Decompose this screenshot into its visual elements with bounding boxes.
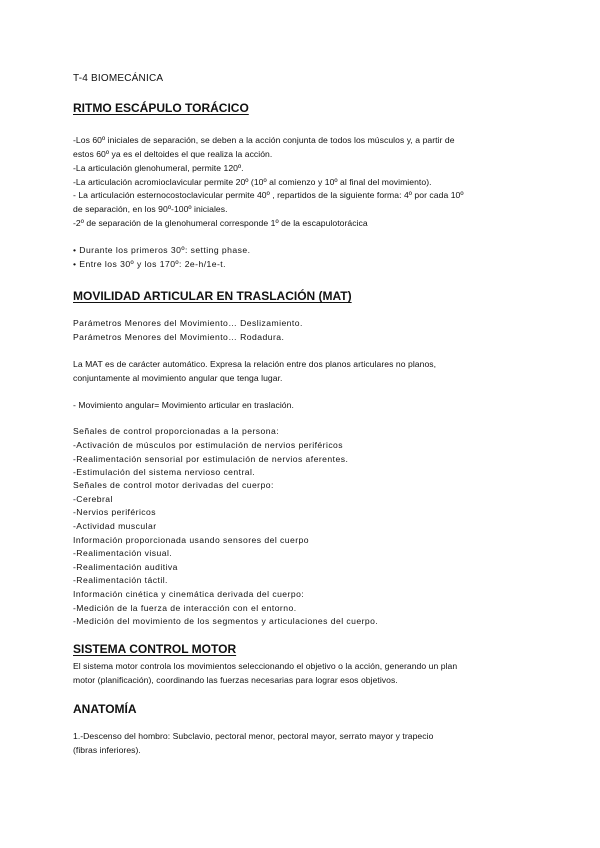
ritmo-line: - La articulación esternocostoclavicular permite 40º , repartidos de la siguiente forma: 4º por cada 10º	[73, 190, 464, 200]
ritmo-line: -La articulación acromioclavicular permite 20º (10º al comienzo y 10º al final del movimiento).	[73, 177, 432, 187]
mat-signal-line: -Nervios periféricos	[73, 507, 157, 517]
mat-signal-line: Señales de control proporcionadas a la persona:	[73, 426, 280, 436]
mat-param: Parámetros Menores del Movimiento… Deslizamiento.	[73, 318, 303, 328]
ritmo-line: de separación, en los 90º-100º iniciales.	[73, 204, 228, 214]
ritmo-bullet: • Entre los 30º y los 170º: 2e-h/1e-t.	[73, 259, 226, 269]
mat-signal-line: -Estimulación del sistema nervioso central.	[73, 467, 256, 477]
mat-signal-line: -Activación de músculos por estimulación de nervios periféricos	[73, 440, 344, 450]
mat-signal-line: Información proporcionada usando sensores del cuerpo	[73, 535, 309, 545]
mat-signal-line: Información cinética y cinemática derivada del cuerpo:	[73, 589, 305, 599]
document-title: T-4 BIOMECÁNICA	[73, 73, 164, 84]
mat-signal-line: Señales de control motor derivadas del cuerpo:	[73, 480, 274, 490]
mat-signal-line: -Realimentación auditiva	[73, 562, 178, 572]
mat-signal-line: -Realimentación visual.	[73, 548, 173, 558]
control-line: El sistema motor controla los movimientos seleccionando el objetivo o la acción, generando un plan	[73, 661, 458, 671]
mat-signal-line: -Medición del movimiento de los segmentos y articulaciones del cuerpo.	[73, 616, 379, 626]
heading-sistema-control-motor: SISTEMA CONTROL MOTOR	[73, 642, 237, 656]
ritmo-line: -Los 60º iniciales de separación, se deben a la acción conjunta de todos los músculos y, a partir de	[73, 135, 455, 145]
mat-signal-line: -Cerebral	[73, 494, 113, 504]
heading-movilidad-articular: MOVILIDAD ARTICULAR EN TRASLACIÓN (MAT)	[73, 289, 352, 303]
mat-description: conjuntamente al movimiento angular que tenga lugar.	[73, 373, 283, 383]
ritmo-line: -La articulación glenohumeral, permite 120º.	[73, 163, 244, 173]
control-line: motor (planificación), coordinando las fuerzas necesarias para lograr esos objetivos.	[73, 675, 398, 685]
ritmo-line: -2º de separación de la glenohumeral corresponde 1º de la escapulotorácica	[73, 218, 368, 228]
heading-ritmo-escapulo-toracico: RITMO ESCÁPULO TORÁCICO	[73, 101, 249, 115]
mat-signal-line: -Realimentación táctil.	[73, 575, 168, 585]
mat-signal-line: -Actividad muscular	[73, 521, 157, 531]
anatomia-line: 1.-Descenso del hombro: Subclavio, pectoral menor, pectoral mayor, serrato mayor y trapecio	[73, 731, 434, 741]
ritmo-line: estos 60º ya es el deltoides el que realiza la acción.	[73, 149, 273, 159]
mat-signal-line: -Medición de la fuerza de interacción con el entorno.	[73, 603, 297, 613]
heading-anatomia: ANATOMÍA	[73, 702, 137, 716]
mat-equation: - Movimiento angular= Movimiento articular en traslación.	[73, 400, 294, 410]
mat-description: La MAT es de carácter automático. Expresa la relación entre dos planos articulares no planos,	[73, 359, 437, 369]
ritmo-bullet: • Durante los primeros 30º: setting phase.	[73, 245, 251, 255]
anatomia-line: (fibras inferiores).	[73, 745, 141, 755]
mat-signal-line: -Realimentación sensorial por estimulación de nervios aferentes.	[73, 454, 349, 464]
mat-param: Parámetros Menores del Movimiento… Rodadura.	[73, 332, 285, 342]
